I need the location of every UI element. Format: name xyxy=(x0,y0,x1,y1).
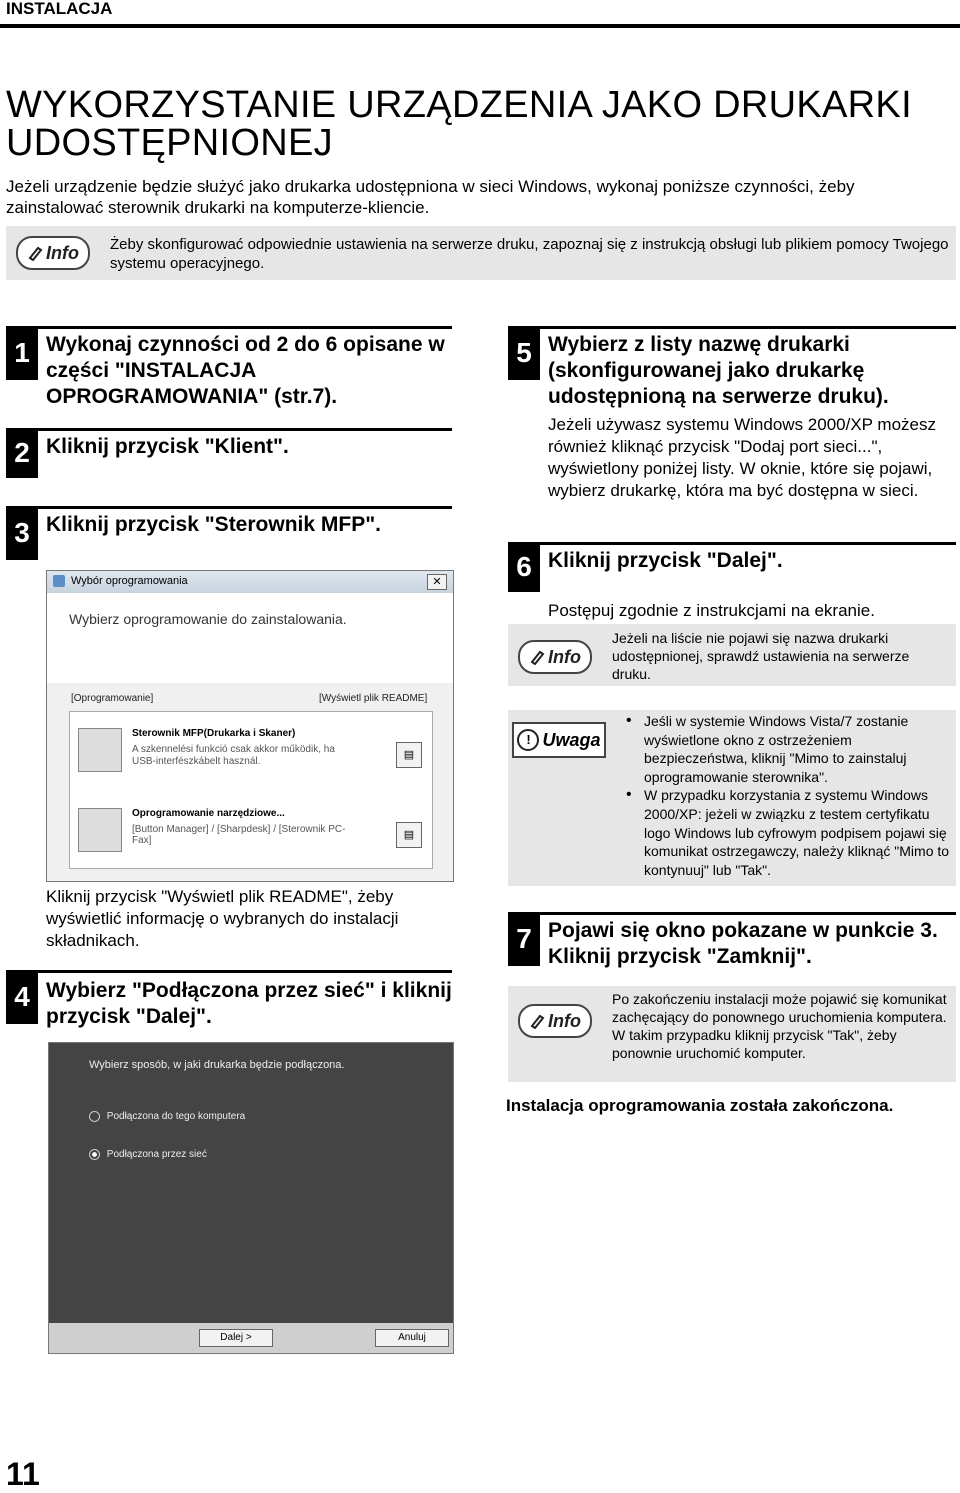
info-text: Żeby skonfigurować odpowiednie ustawienia na serwerze druku, zapoznaj się z instrukcją obsługi lub plikiem pomocy Twojego systemu operacyjnego. xyxy=(110,236,949,272)
intro-paragraph: Jeżeli urządzenie będzie służyć jako drukarka udostępniona w sieci Windows, wykonaj poniższe czynności, żeby zainstalować sterownik drukarki na komputerze-kliencie. xyxy=(6,177,855,217)
info-text: Jeżeli na liście nie pojawi się nazwa drukarki udostępnionej, sprawdź ustawienia na serwerze druku. xyxy=(612,630,910,682)
info-badge xyxy=(16,236,90,270)
app-icon xyxy=(53,575,65,587)
step-7-rule xyxy=(508,912,956,915)
utilities-icon xyxy=(78,808,122,852)
step-5-number: 5 xyxy=(508,326,540,380)
page-number: 11 xyxy=(6,1456,40,1492)
close-button[interactable]: ✕ xyxy=(427,574,447,590)
software-selection-screenshot xyxy=(46,570,454,882)
dialog-header xyxy=(47,593,453,683)
pencil-icon xyxy=(27,245,43,261)
radio-label: Podłączona do tego komputera xyxy=(106,1111,246,1123)
radio-local[interactable] xyxy=(89,1111,245,1122)
step-1-title: Wykonaj czynności od 2 do 6 opisane w części "INSTALACJA OPROGRAMOWANIA" (str.7). xyxy=(46,333,445,408)
radio-button-selected xyxy=(89,1149,100,1160)
step-5-rule xyxy=(508,326,956,329)
radio-button xyxy=(89,1111,100,1122)
readme-button[interactable] xyxy=(396,822,422,848)
dialog-heading: Wybierz sposób, w jaki drukarka będzie podłączona. xyxy=(89,1059,345,1071)
warning-badge-label: Uwaga xyxy=(542,729,601,750)
dialog-footer xyxy=(49,1323,453,1353)
step-2-number: 2 xyxy=(6,428,38,478)
printer-icon xyxy=(78,728,122,772)
section-label: INSTALACJA xyxy=(6,0,113,18)
step-2-title: Kliknij przycisk "Klient". xyxy=(46,435,289,458)
page-title: WYKORZYSTANIE URZĄDZENIA JAKO DRUKARKI UDOSTĘPNIONEJ xyxy=(6,84,912,164)
warning-badge xyxy=(512,722,606,758)
radio-label: Podłączona przez sieć xyxy=(106,1149,207,1161)
pencil-icon xyxy=(529,649,545,665)
step-4-title: Wybierz "Podłączona przez sieć" i kliknij przycisk "Dalej". xyxy=(46,979,452,1028)
step-7-number: 7 xyxy=(508,912,540,966)
readme-button[interactable] xyxy=(396,742,422,768)
step-6-number: 6 xyxy=(508,542,540,592)
dialog-heading: Wybierz oprogramowanie do zainstalowania. xyxy=(69,611,347,627)
step-3-rule xyxy=(6,506,452,509)
item-description: A szkennelési funkció csak akkor működik, ha USB-interfészkábelt használ. xyxy=(132,744,335,767)
document-icon: ▤ xyxy=(403,749,415,761)
step-6-rule xyxy=(508,542,956,545)
info-badge xyxy=(518,640,592,674)
warning-item: • Jeśli w systemie Windows Vista/7 zostanie wyświetlone okno z ostrzeżeniem bezpieczeństwa, kliknij "Mimo to zainstaluj oprogramowanie sterownika". xyxy=(624,712,954,786)
warning-box xyxy=(508,710,956,886)
item-title: Sterownik MFP(Drukarka i Skaner) xyxy=(132,728,296,739)
pencil-icon xyxy=(529,1013,545,1029)
step-7-title: Pojawi się okno pokazane w punkcie 3. Kliknij przycisk "Zamknij". xyxy=(548,919,938,968)
step-2-rule xyxy=(6,428,452,431)
info-text: Po zakończeniu instalacji może pojawić się komunikat zachęcający do ponownego uruchomienia komputera. W takim przypadku kliknij przycisk "Tak", żeby ponownie uruchomić komputer. xyxy=(612,991,947,1061)
info-box-step-6 xyxy=(508,624,956,686)
software-column-label: [Oprogramowanie] xyxy=(71,693,154,704)
step-6-text: Postępuj zgodnie z instrukcjami na ekranie. xyxy=(548,601,875,620)
info-badge-label: Info xyxy=(46,242,79,263)
item-title: Oprogramowanie narzędziowe... xyxy=(132,808,285,819)
cancel-button[interactable]: Anuluj xyxy=(375,1329,449,1347)
info-box-top xyxy=(6,226,956,280)
step-4-number: 4 xyxy=(6,970,38,1024)
document-icon: ▤ xyxy=(403,829,415,841)
info-badge xyxy=(518,1004,592,1038)
warning-list xyxy=(624,712,954,879)
step-3-note: Kliknij przycisk "Wyświetl plik README", żeby wyświetlić informację o wybranych do instalacji składnikach. xyxy=(46,887,399,950)
section-header xyxy=(0,0,960,28)
exclamation-icon: ! xyxy=(517,729,539,751)
info-box-step-7 xyxy=(508,986,956,1082)
window-title: Wybór oprogramowania xyxy=(71,575,188,587)
connection-type-screenshot xyxy=(48,1042,454,1354)
step-1-rule xyxy=(6,326,452,329)
next-button[interactable]: Dalej > xyxy=(199,1329,273,1347)
completion-message: Instalacja oprogramowania została zakończona. xyxy=(506,1096,894,1115)
step-1-number: 1 xyxy=(6,326,38,380)
readme-column-label: [Wyświetl plik README] xyxy=(319,693,428,704)
step-4-rule xyxy=(6,970,452,973)
step-5-title: Wybierz z listy nazwę drukarki (skonfigurowanej jako drukarkę udostępnioną na serwerze druku). xyxy=(548,333,889,408)
software-list xyxy=(69,711,433,869)
list-item-mfp-driver[interactable] xyxy=(76,718,426,782)
info-badge-label: Info xyxy=(548,1010,581,1031)
warning-item: • W przypadku korzystania z systemu Windows 2000/XP: jeżeli w związku z testem certyfikatu logo Windows lub cyfrowym podpisem pojawi się komunikat ostrzegawczy, należy kliknąć "Mimo to kontynuuj" lub "Tak". xyxy=(624,786,954,879)
window-titlebar xyxy=(47,571,453,593)
radio-network[interactable] xyxy=(89,1149,207,1160)
step-5-text: Jeżeli używasz systemu Windows 2000/XP możesz również kliknąć przycisk "Dodaj port sieci...", wyświetlony poniżej listy. W oknie, które się pojawi, wybierz drukarkę, która ma być dostępna w sieci. xyxy=(548,415,937,500)
step-3-title: Kliknij przycisk "Sterownik MFP". xyxy=(46,513,381,536)
info-badge-label: Info xyxy=(548,646,581,667)
item-description: [Button Manager] / [Sharpdesk] / [Sterownik PC-Fax] xyxy=(132,824,346,846)
step-6-title: Kliknij przycisk "Dalej". xyxy=(548,549,783,572)
list-item-utilities[interactable] xyxy=(76,798,426,862)
step-3-number: 3 xyxy=(6,506,38,560)
